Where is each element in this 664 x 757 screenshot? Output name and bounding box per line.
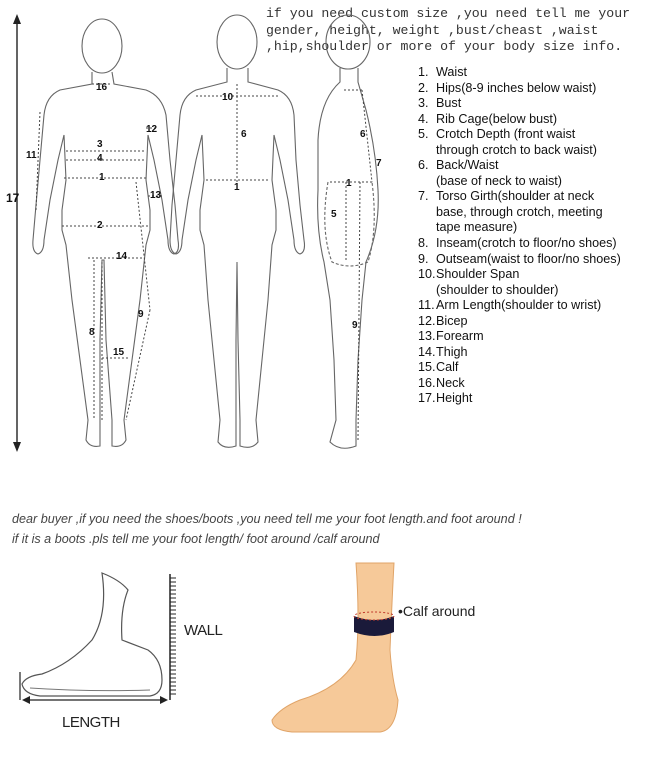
front-num-thigh: 14 (116, 251, 128, 262)
legend-number: 6. (418, 158, 429, 173)
side-num-crotch: 5 (331, 209, 337, 220)
back-figure (170, 15, 305, 447)
legend-label: Outseam(waist to floor/no shoes) (436, 251, 621, 266)
measurement-lines (36, 84, 372, 440)
buyer-note (12, 509, 522, 549)
legend-number: 14. (418, 344, 436, 359)
legend-item-continuation: through crotch to back waist) (436, 142, 597, 157)
front-num-calf: 15 (113, 347, 125, 358)
front-num-inseam: 8 (89, 327, 95, 338)
legend-label: Height (436, 391, 473, 406)
legend-number: 17. (418, 391, 436, 406)
back-num-waist: 1 (234, 182, 240, 193)
legend-item-continuation: (shoulder to shoulder) (436, 282, 559, 297)
front-num-waist: 1 (99, 172, 105, 183)
legend-number: 2. (418, 80, 429, 95)
front-num-hips: 2 (97, 220, 103, 231)
legend-number: 10. (418, 267, 436, 282)
calf-illustration (272, 563, 398, 732)
side-num-waist: 1 (346, 178, 352, 189)
calf-around-label: •Calf around (398, 603, 476, 619)
custom-size-note: if you need custom size ,you need tell me your gender, height, weight ,bust/cheast ,waist ,hip,shoulder or more of your body size info. (266, 6, 631, 54)
legend-label: Thigh (436, 344, 468, 359)
legend-number: 5. (418, 127, 429, 142)
legend-number: 12. (418, 313, 436, 328)
legend-label: Crotch Depth (front waist (436, 127, 576, 142)
legend-label: Bicep (436, 313, 468, 328)
front-num-neck: 16 (96, 82, 108, 93)
legend-number: 3. (418, 96, 429, 111)
legend-number: 11. (418, 298, 435, 313)
front-num-bust: 3 (97, 139, 103, 150)
back-num-shoulder: 10 (222, 92, 234, 103)
legend-item-continuation: tape measure) (436, 220, 518, 235)
side-figure (318, 15, 379, 448)
buyer-note-line1: dear buyer ,if you need the shoes/boots ,you need tell me your foot length.and foot around ! (12, 512, 522, 526)
legend-label: Bust (436, 96, 462, 111)
legend-label: Calf (436, 360, 459, 375)
back-num-back-waist: 6 (241, 129, 247, 140)
foot-length-illustration (20, 573, 176, 704)
buyer-note-line2: if it is a boots .pls tell me your foot length/ foot around /calf around (12, 532, 380, 546)
legend-number: 9. (418, 251, 429, 266)
side-num-outseam: 9 (352, 320, 358, 331)
front-num-outseam: 9 (138, 309, 144, 320)
front-num-ribcage: 4 (97, 153, 103, 164)
legend-label: Forearm (436, 329, 484, 344)
legend-item-continuation: (base of neck to waist) (436, 173, 562, 188)
legend-number: 1. (418, 65, 429, 79)
legend-label: Neck (436, 375, 465, 390)
legend-number: 4. (418, 111, 429, 126)
front-num-height: 17 (6, 191, 20, 205)
front-num-bicep: 12 (146, 124, 158, 135)
legend-number: 15. (418, 360, 436, 375)
legend-label: Hips(8-9 inches below waist) (436, 80, 597, 95)
length-label: LENGTH (62, 714, 120, 731)
height-arrow (13, 14, 21, 452)
legend-label: Inseam(crotch to floor/no shoes) (436, 236, 617, 251)
legend-number: 16. (418, 375, 436, 390)
legend-item-continuation: base, through crotch, meeting (436, 204, 603, 219)
legend-label: Rib Cage(below bust) (436, 111, 558, 126)
legend-number: 13. (418, 329, 436, 344)
legend-number: 8. (418, 236, 429, 251)
front-num-forearm: 13 (150, 190, 162, 201)
front-num-arm: 11 (26, 150, 37, 161)
side-num-torso: 7 (376, 158, 382, 169)
legend-label: Shoulder Span (436, 267, 520, 282)
side-num-back-waist: 6 (360, 129, 366, 140)
legend-label: Waist (436, 65, 468, 79)
legend-label: Arm Length(shoulder to wrist) (436, 298, 602, 313)
legend-label: Torso Girth(shoulder at neck (436, 189, 595, 204)
legend-label: Back/Waist (436, 158, 499, 173)
legend-number: 7. (418, 189, 429, 204)
wall-label: WALL (184, 622, 223, 639)
